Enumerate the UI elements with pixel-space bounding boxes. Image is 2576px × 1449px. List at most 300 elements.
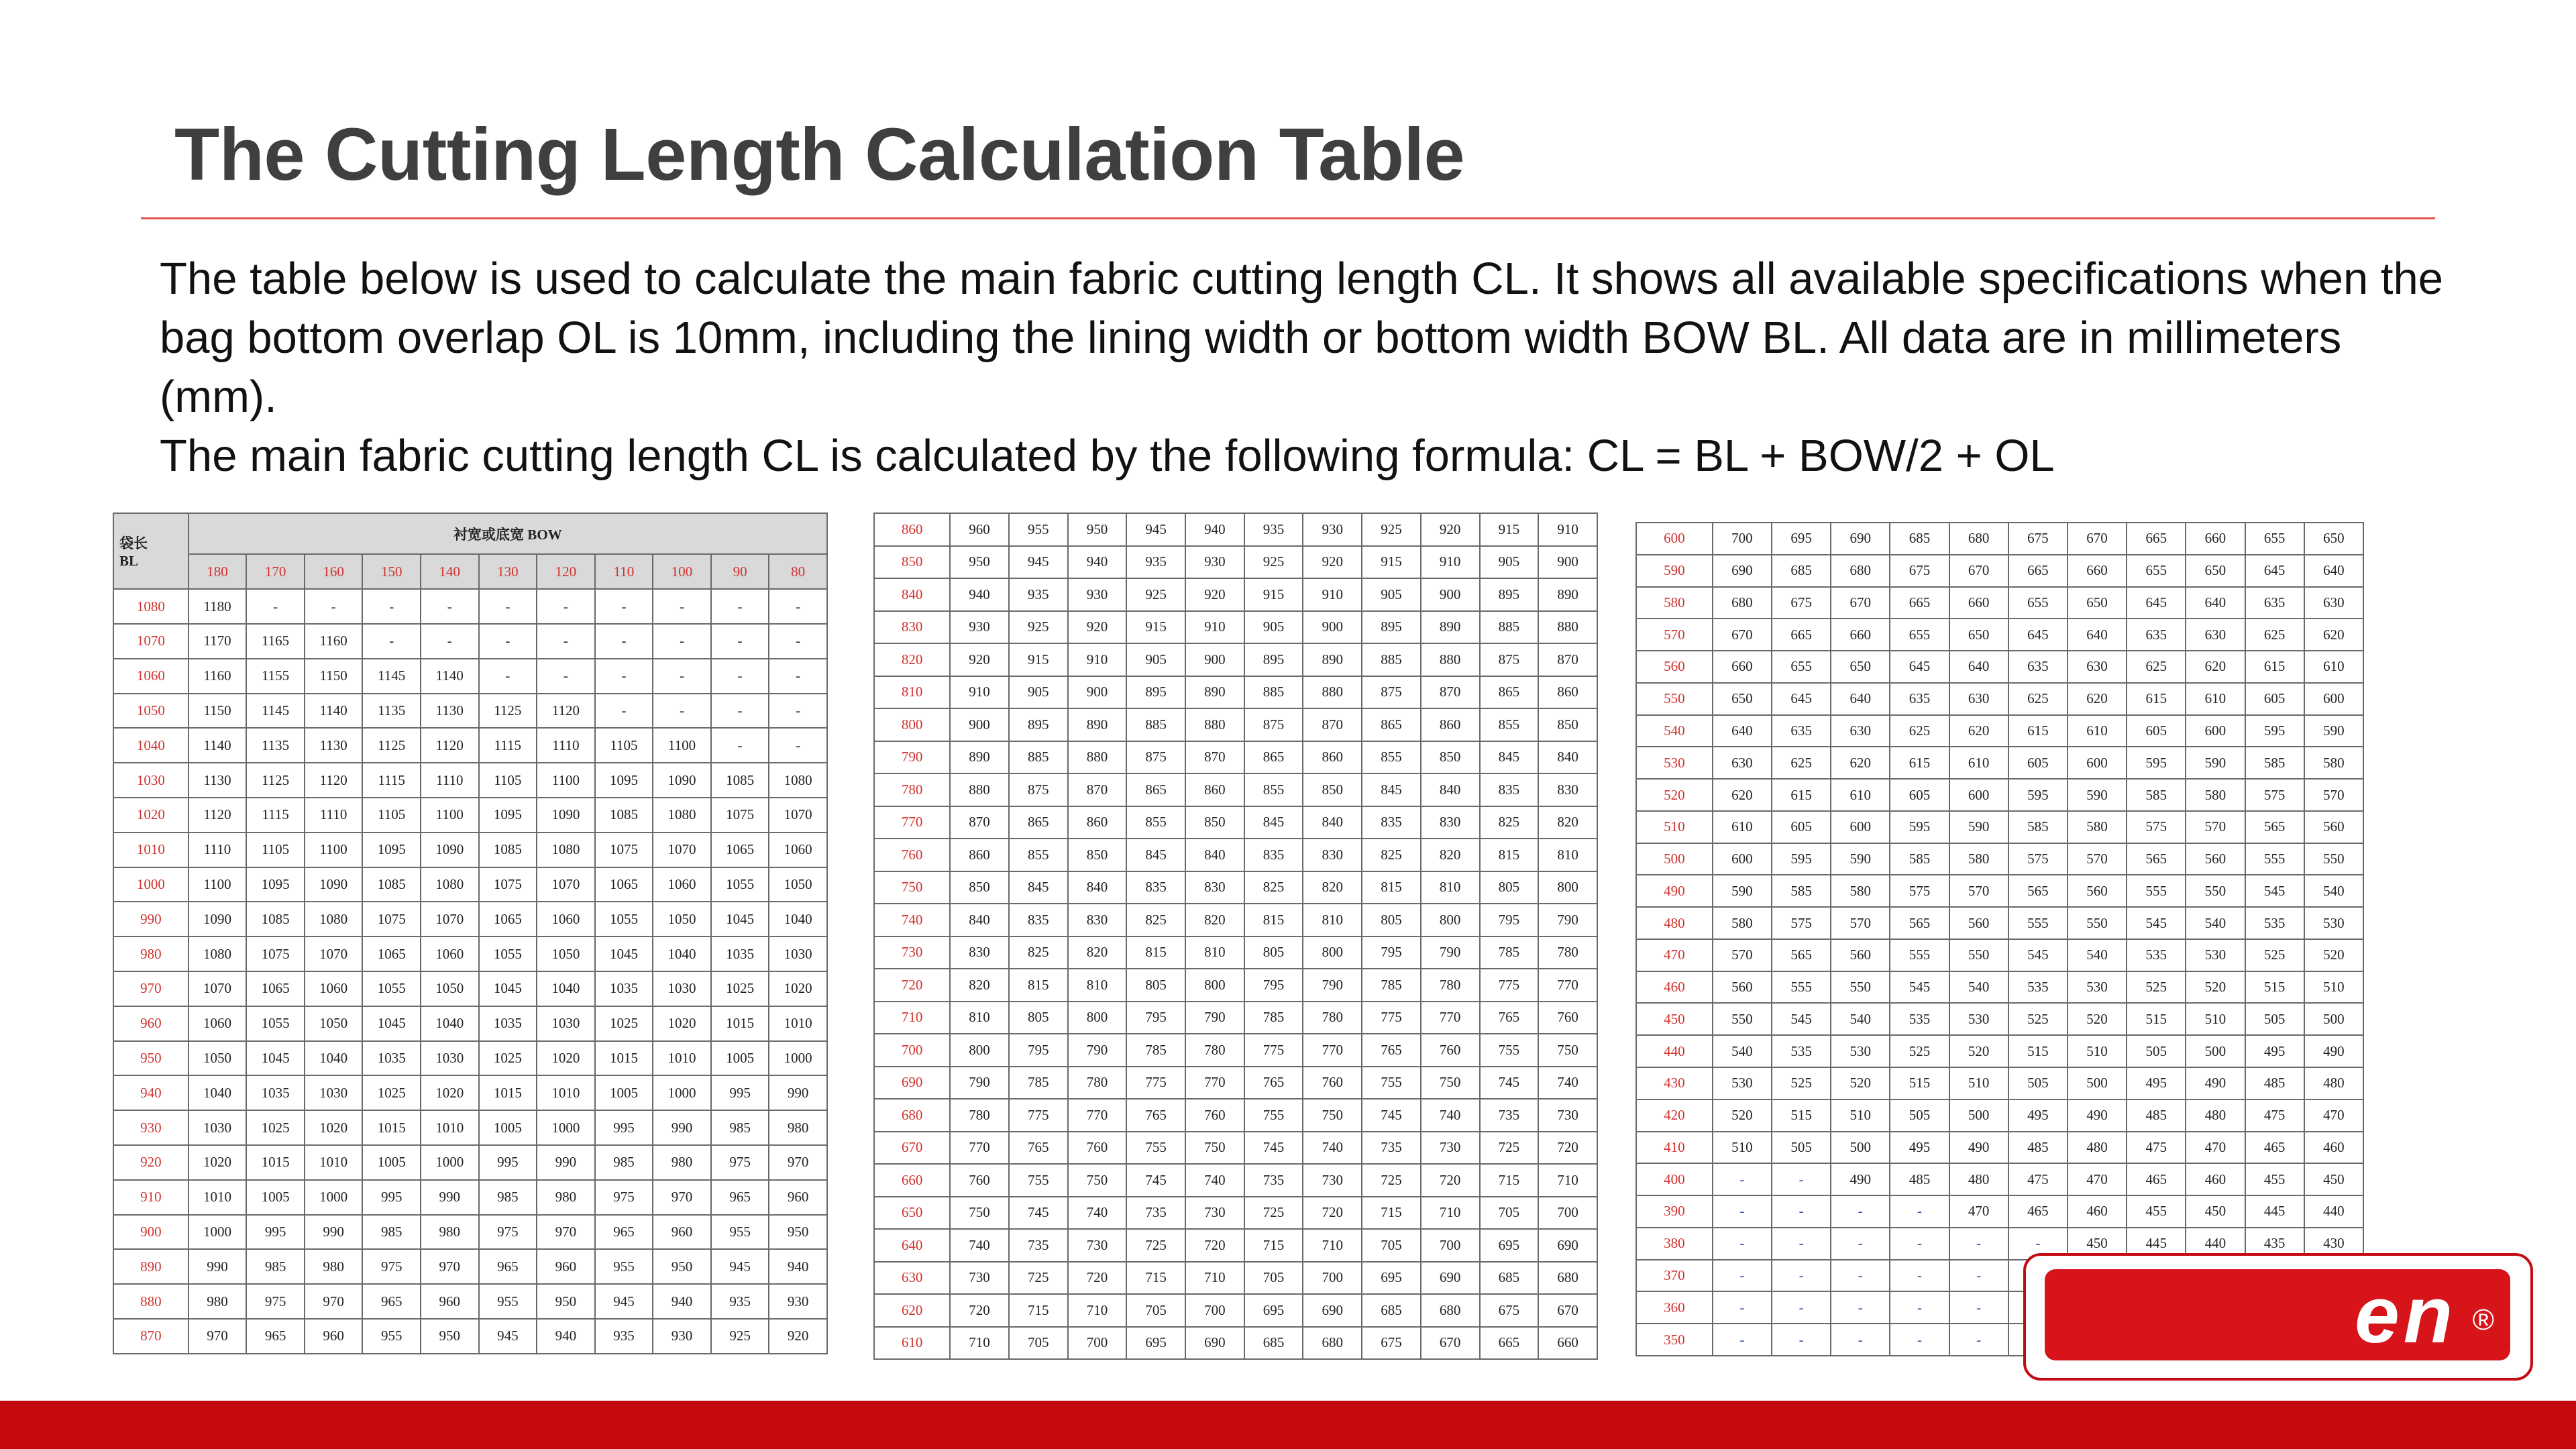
cl-value: 690	[1185, 1327, 1244, 1360]
cl-value: 1020	[189, 1145, 247, 1180]
cl-value: 1025	[711, 971, 769, 1006]
cl-value: 1095	[595, 763, 653, 798]
cl-value: 840	[1303, 806, 1362, 839]
cl-value: 515	[2127, 1003, 2186, 1035]
cl-value: 510	[2068, 1035, 2127, 1067]
cl-value: 735	[1244, 1164, 1303, 1197]
table-row	[874, 578, 1597, 611]
cl-value: 705	[1126, 1294, 1185, 1327]
cl-value: 1040	[537, 971, 595, 1006]
cl-value: 705	[1480, 1197, 1539, 1230]
cl-value: 1110	[305, 798, 363, 833]
table-row	[1636, 939, 2363, 971]
cl-value: 800	[1303, 936, 1362, 969]
table-row	[113, 1075, 827, 1110]
cl-value: 515	[1772, 1099, 1831, 1132]
table-row	[874, 1002, 1597, 1034]
table-row	[1636, 651, 2363, 683]
cl-value: 765	[1126, 1099, 1185, 1132]
cl-value: 705	[1244, 1262, 1303, 1295]
cl-value: 790	[1185, 1002, 1244, 1034]
cl-value: 1100	[537, 763, 595, 798]
cl-value: 490	[2304, 1035, 2363, 1067]
table-row	[1636, 619, 2363, 651]
cl-value: 845	[1244, 806, 1303, 839]
cl-value: 685	[1772, 555, 1831, 587]
cl-value: 935	[1126, 546, 1185, 579]
cl-value: 970	[421, 1249, 479, 1284]
cl-value: 590	[1831, 843, 1890, 875]
cl-value: -	[1949, 1228, 2008, 1260]
cl-value: 1115	[246, 798, 305, 833]
cl-value: 835	[1126, 871, 1185, 904]
cl-value: 655	[2008, 587, 2068, 619]
cl-value: 560	[1949, 907, 2008, 939]
cl-value: 1075	[595, 833, 653, 867]
cl-value: 450	[2068, 1228, 2127, 1260]
cl-value: 515	[2245, 971, 2304, 1004]
cl-value: 680	[1949, 523, 2008, 555]
bl-value: 790	[874, 741, 950, 774]
cl-value: 1030	[769, 936, 827, 971]
cl-value: 550	[1949, 939, 2008, 971]
cl-value: 870	[1538, 643, 1597, 676]
cl-value: 630	[2186, 619, 2245, 651]
cl-value: 1080	[189, 936, 247, 971]
cl-value: 980	[653, 1145, 711, 1180]
bl-value: 540	[1636, 715, 1713, 747]
cl-value: 820	[1303, 871, 1362, 904]
cl-value: 1125	[246, 763, 305, 798]
cl-value: 570	[2068, 843, 2127, 875]
bl-value: 520	[1636, 779, 1713, 811]
cl-value: 695	[1772, 523, 1831, 555]
cl-value: 500	[2186, 1035, 2245, 1067]
cl-value: 925	[1126, 578, 1185, 611]
cl-value: 995	[595, 1110, 653, 1145]
cl-value: 1170	[189, 624, 247, 659]
cl-value: 1000	[305, 1180, 363, 1215]
cl-value: 585	[2127, 779, 2186, 811]
cl-value: 1000	[537, 1110, 595, 1145]
cl-value: 575	[2127, 811, 2186, 843]
cl-value: 985	[246, 1249, 305, 1284]
cl-value: 760	[1068, 1132, 1127, 1165]
cl-value: 475	[2245, 1099, 2304, 1132]
cl-value: 770	[1068, 1099, 1127, 1132]
cl-value: 660	[2186, 523, 2245, 555]
cl-value: -	[711, 728, 769, 763]
cl-value: 1055	[711, 867, 769, 902]
cl-value: 910	[950, 676, 1009, 709]
cl-value: 1050	[653, 902, 711, 936]
cl-value: 1145	[362, 659, 421, 694]
cl-value: 605	[1772, 811, 1831, 843]
cl-value: 510	[1713, 1132, 1772, 1164]
cl-value: 460	[2304, 1132, 2363, 1164]
bl-value: 810	[874, 676, 950, 709]
cl-value: -	[1713, 1228, 1772, 1260]
table-row	[1636, 971, 2363, 1004]
cl-value: 855	[1244, 773, 1303, 806]
cl-value: 485	[1890, 1163, 1949, 1195]
cl-value: 710	[950, 1327, 1009, 1360]
cl-value: 960	[537, 1249, 595, 1284]
cl-value: 1015	[479, 1075, 537, 1110]
cl-value: 815	[1362, 871, 1421, 904]
cl-value: 970	[189, 1319, 247, 1354]
cl-value: 900	[1185, 643, 1244, 676]
bl-value: 430	[1636, 1067, 1713, 1099]
cl-value: 545	[2245, 875, 2304, 907]
bow-value: 180	[189, 554, 247, 589]
cl-value: 725	[1126, 1229, 1185, 1262]
cl-value: 835	[1009, 904, 1068, 936]
cl-value: 940	[769, 1249, 827, 1284]
cl-value: 955	[1009, 513, 1068, 546]
cl-value: 930	[1068, 578, 1127, 611]
cl-value: 780	[1303, 1002, 1362, 1034]
table-row	[874, 806, 1597, 839]
cl-value: 645	[2127, 587, 2186, 619]
bl-value: 510	[1636, 811, 1713, 843]
bl-value: 950	[113, 1041, 189, 1076]
cl-value: 535	[2008, 971, 2068, 1004]
table-row	[874, 1294, 1597, 1327]
cl-value: 885	[1362, 643, 1421, 676]
table-row	[113, 694, 827, 729]
cl-value: 720	[1303, 1197, 1362, 1230]
table-row	[874, 676, 1597, 709]
cl-value: 790	[1303, 969, 1362, 1002]
cl-value: 600	[2068, 747, 2127, 779]
cl-value: 910	[1538, 513, 1597, 546]
cl-value: 910	[1421, 546, 1480, 579]
cl-value: -	[1772, 1260, 1831, 1292]
bl-value: 1080	[113, 589, 189, 624]
cl-value: 980	[537, 1180, 595, 1215]
cl-value: 1140	[421, 659, 479, 694]
cl-value: 830	[1068, 904, 1127, 936]
cl-value: 565	[2127, 843, 2186, 875]
table-row	[113, 589, 827, 624]
intro-paragraph-description: The table below is used to calculate the main fabric cutting length CL. It shows all available specifications when the bag bottom overlap OL is 10mm, including the lining width or bottom width BOW BL. All data are in millimeters (mm).	[160, 254, 2444, 422]
cl-value: 910	[1185, 611, 1244, 644]
cl-value: 1005	[362, 1145, 421, 1180]
cl-value: 1055	[246, 1006, 305, 1041]
cl-value: 955	[711, 1215, 769, 1250]
cl-value: 730	[1185, 1197, 1244, 1230]
cl-value: 1060	[537, 902, 595, 936]
cl-value: 965	[362, 1284, 421, 1319]
cl-value: 600	[2304, 683, 2363, 715]
cl-value: 900	[950, 708, 1009, 741]
cl-value: 1040	[189, 1075, 247, 1110]
cl-value: 615	[2127, 683, 2186, 715]
cl-value: -	[1949, 1324, 2008, 1356]
cl-value: 620	[1713, 779, 1772, 811]
cl-value: 1020	[769, 971, 827, 1006]
cl-value: 675	[1480, 1294, 1539, 1327]
cl-value: 1010	[189, 1180, 247, 1215]
cl-value: 1075	[246, 936, 305, 971]
cl-value: 895	[1244, 643, 1303, 676]
cl-value: 985	[595, 1145, 653, 1180]
bow-value: 80	[769, 554, 827, 589]
cl-value: 530	[2186, 939, 2245, 971]
cl-value: -	[1949, 1260, 2008, 1292]
bl-value: 1060	[113, 659, 189, 694]
cl-value: 880	[950, 773, 1009, 806]
cl-value: 830	[950, 936, 1009, 969]
cl-value: 895	[1362, 611, 1421, 644]
cl-value: 1110	[421, 763, 479, 798]
cl-value: 520	[1713, 1099, 1772, 1132]
cl-value: 820	[1421, 839, 1480, 871]
cl-value: 990	[189, 1249, 247, 1284]
cl-value: 530	[1713, 1067, 1772, 1099]
cl-value: 470	[2068, 1163, 2127, 1195]
cl-value: 530	[1831, 1035, 1890, 1067]
bl-value: 780	[874, 773, 950, 806]
cl-value: 980	[769, 1110, 827, 1145]
cl-value: 495	[2127, 1067, 2186, 1099]
cl-value: 1120	[537, 694, 595, 729]
bl-value: 460	[1636, 971, 1713, 1004]
table-row	[874, 1262, 1597, 1295]
bl-value: 750	[874, 871, 950, 904]
cl-value: 510	[2304, 971, 2363, 1004]
cl-value: 620	[2186, 651, 2245, 683]
cl-value: 850	[1185, 806, 1244, 839]
cl-value: -	[653, 624, 711, 659]
cl-value: 525	[1772, 1067, 1831, 1099]
cl-value: 1080	[305, 902, 363, 936]
cl-value: 610	[1949, 747, 2008, 779]
cl-value: 840	[1185, 839, 1244, 871]
cl-value: 685	[1244, 1327, 1303, 1360]
cl-value: 860	[1538, 676, 1597, 709]
cl-value: 800	[950, 1034, 1009, 1067]
cl-value: 730	[950, 1262, 1009, 1295]
cl-value: 910	[1303, 578, 1362, 611]
cl-value: 765	[1009, 1132, 1068, 1165]
cl-value: 950	[537, 1284, 595, 1319]
cl-value: 760	[1185, 1099, 1244, 1132]
bl-value: 1040	[113, 728, 189, 763]
cl-value: 740	[1421, 1099, 1480, 1132]
cl-value: 930	[769, 1284, 827, 1319]
cl-value: 1120	[305, 763, 363, 798]
cl-value: 1085	[711, 763, 769, 798]
cl-value: 915	[1480, 513, 1539, 546]
cl-value: 470	[2304, 1099, 2363, 1132]
table-row	[874, 969, 1597, 1002]
cl-value: 645	[2245, 555, 2304, 587]
bl-value: 770	[874, 806, 950, 839]
cl-value: 710	[1303, 1229, 1362, 1262]
cl-value: 1150	[189, 694, 247, 729]
cl-value: 850	[950, 871, 1009, 904]
cl-value: -	[1831, 1228, 1890, 1260]
cl-value: 580	[1713, 907, 1772, 939]
cl-value: 700	[1421, 1229, 1480, 1262]
cl-value: 600	[1713, 843, 1772, 875]
cl-value: 800	[1068, 1002, 1127, 1034]
table-row	[874, 1197, 1597, 1230]
cl-value: 765	[1480, 1002, 1539, 1034]
cl-value: -	[1713, 1163, 1772, 1195]
bl-value: 670	[874, 1132, 950, 1165]
cl-value: 750	[1303, 1099, 1362, 1132]
cl-value: -	[769, 694, 827, 729]
cutting-length-table-3	[1635, 522, 2364, 1356]
bl-value: 830	[874, 611, 950, 644]
table-row	[1636, 875, 2363, 907]
cl-value: 710	[1538, 1164, 1597, 1197]
cl-value: 880	[1538, 611, 1597, 644]
cl-value: 675	[2008, 523, 2068, 555]
cl-value: 975	[479, 1215, 537, 1250]
table-row	[113, 867, 827, 902]
cl-value: 730	[1303, 1164, 1362, 1197]
cl-value: 1085	[362, 867, 421, 902]
cl-value: 875	[1126, 741, 1185, 774]
cl-value: 695	[1244, 1294, 1303, 1327]
cl-value: -	[1772, 1291, 1831, 1324]
cl-value: 970	[769, 1145, 827, 1180]
cl-value: 705	[1362, 1229, 1421, 1262]
cl-value: -	[1890, 1291, 1949, 1324]
cl-value: 765	[1244, 1067, 1303, 1099]
cl-value: 865	[1244, 741, 1303, 774]
cl-value: -	[1831, 1291, 1890, 1324]
cl-value: 1025	[479, 1041, 537, 1076]
cl-value: -	[1772, 1324, 1831, 1356]
cl-value: 1100	[421, 798, 479, 833]
cl-value: 905	[1480, 546, 1539, 579]
cl-value: 585	[2008, 811, 2068, 843]
cl-value: 605	[1890, 779, 1949, 811]
bl-value: 570	[1636, 619, 1713, 651]
cl-value: 695	[1362, 1262, 1421, 1295]
cl-value: 915	[1362, 546, 1421, 579]
title-divider	[141, 217, 2435, 219]
cl-value: 785	[1009, 1067, 1068, 1099]
cl-value: 1065	[362, 936, 421, 971]
cl-value: 570	[2186, 811, 2245, 843]
cl-value: 510	[1831, 1099, 1890, 1132]
cl-value: 455	[2127, 1195, 2186, 1228]
cl-value: 720	[1068, 1262, 1127, 1295]
cl-value: 1160	[189, 659, 247, 694]
table-row	[113, 1284, 827, 1319]
cl-value: 570	[1713, 939, 1772, 971]
cl-value: 745	[1362, 1099, 1421, 1132]
table-row	[1636, 1099, 2363, 1132]
cl-value: 1165	[246, 624, 305, 659]
cl-value: 890	[1538, 578, 1597, 611]
cl-value: 870	[1185, 741, 1244, 774]
cl-value: 965	[479, 1249, 537, 1284]
bl-value: 680	[874, 1099, 950, 1132]
table-row	[874, 741, 1597, 774]
cl-value: 940	[1068, 546, 1127, 579]
cl-value: 525	[2245, 939, 2304, 971]
cl-value: 795	[1126, 1002, 1185, 1034]
table-row	[874, 1034, 1597, 1067]
bow-value: 90	[711, 554, 769, 589]
cl-value: 875	[1480, 643, 1539, 676]
cl-value: 655	[2127, 555, 2186, 587]
cl-value: 610	[2304, 651, 2363, 683]
cl-value: 585	[1890, 843, 1949, 875]
bow-value: 140	[421, 554, 479, 589]
cl-value: 940	[653, 1284, 711, 1319]
bl-value: 960	[113, 1006, 189, 1041]
cl-value: 1045	[362, 1006, 421, 1041]
cl-value: 740	[1068, 1197, 1127, 1230]
cl-value: 1055	[362, 971, 421, 1006]
cl-value: 960	[769, 1180, 827, 1215]
cl-value: 540	[1949, 971, 2008, 1004]
cl-value: 750	[1068, 1164, 1127, 1197]
cl-value: 570	[1949, 875, 2008, 907]
cl-value: 445	[2245, 1195, 2304, 1228]
cl-value: 905	[1009, 676, 1068, 709]
cl-value: 645	[1890, 651, 1949, 683]
table-row	[874, 643, 1597, 676]
cl-value: 625	[2245, 619, 2304, 651]
cl-value: 930	[950, 611, 1009, 644]
bl-value: 600	[1636, 523, 1713, 555]
bl-value: 990	[113, 902, 189, 936]
cl-value: 1065	[479, 902, 537, 936]
cl-value: 620	[1831, 747, 1890, 779]
cl-value: 1090	[537, 798, 595, 833]
cl-value: -	[362, 624, 421, 659]
cl-value: 595	[1890, 811, 1949, 843]
cl-value: 895	[1126, 676, 1185, 709]
bl-value: 370	[1636, 1260, 1713, 1292]
cl-value: 925	[1009, 611, 1068, 644]
cl-value: 540	[1831, 1003, 1890, 1035]
cl-value: 670	[1713, 619, 1772, 651]
cl-value: 500	[1831, 1132, 1890, 1164]
cl-value: 890	[950, 741, 1009, 774]
cl-value: 750	[1421, 1067, 1480, 1099]
cl-value: 530	[1949, 1003, 2008, 1035]
cl-value: 960	[421, 1284, 479, 1319]
table-row	[1636, 1067, 2363, 1099]
table-row	[1636, 587, 2363, 619]
cl-value: 920	[1068, 611, 1127, 644]
bl-value: 740	[874, 904, 950, 936]
bl-header-label: BL	[119, 553, 139, 570]
cl-value: 995	[479, 1145, 537, 1180]
cl-value: 600	[1949, 779, 2008, 811]
cl-value: 850	[1068, 839, 1127, 871]
cl-value: 745	[1126, 1164, 1185, 1197]
cl-value: 690	[1538, 1229, 1597, 1262]
cl-value: 900	[1303, 611, 1362, 644]
registered-mark: ®	[2472, 1303, 2498, 1336]
cl-value: -	[1831, 1324, 1890, 1356]
cl-value: 805	[1009, 1002, 1068, 1034]
cl-value: 620	[1949, 715, 2008, 747]
cl-value: -	[362, 589, 421, 624]
bl-value: 820	[874, 643, 950, 676]
